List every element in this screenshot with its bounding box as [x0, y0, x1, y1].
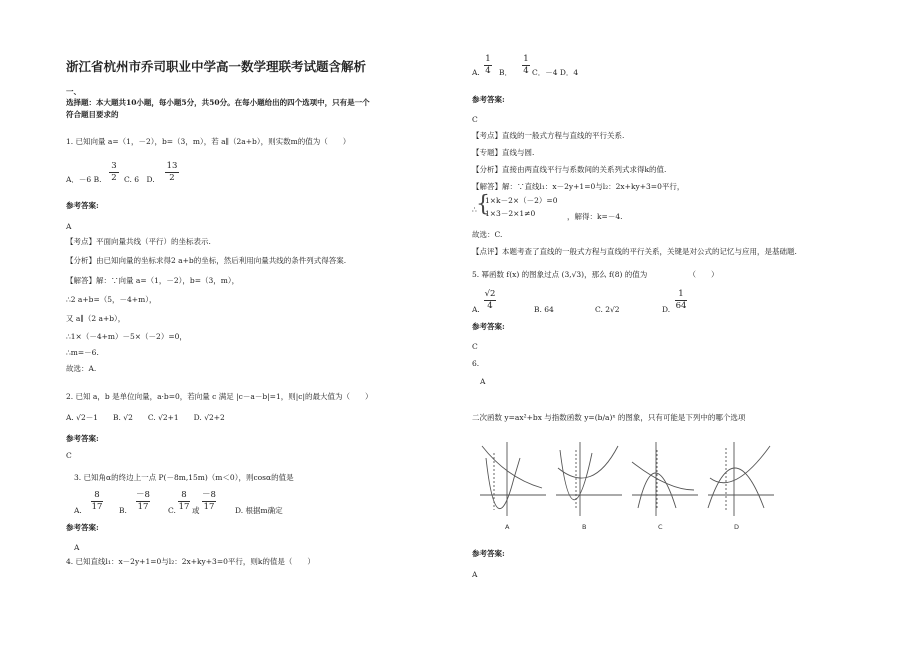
q1-solution-5: ∴m=－6. — [66, 348, 99, 357]
graph-c — [632, 442, 698, 516]
q4-topic: 【考点】直线的一般式方程与直线的平行关系. — [472, 131, 625, 140]
graph-label-b: B — [582, 523, 587, 530]
question-5: 5. 幂函数 f(x) 的图象过点 (3,√3)，那么 f(8) 的值为 （ ） — [472, 270, 719, 279]
graph-label-a: A — [505, 523, 510, 530]
q1-answer: A — [66, 222, 72, 231]
q3-option-a: A. — [74, 506, 82, 515]
q6-question-text: 二次函数 y=ax²+bx 与指数函数 y=(b/a)ˣ 的图象，只有可能是下列中的哪个选项 — [472, 413, 746, 422]
q5-option-c: C. 2√2 — [595, 305, 620, 314]
q3-option-c: C. — [168, 506, 176, 515]
page-title: 浙江省杭州市乔司职业中学高一数学理联考试题含解析 — [66, 59, 367, 74]
answer-label-5: 参考答案: — [472, 322, 505, 331]
q1-options-a: A．－6 B. — [66, 175, 102, 184]
q4-subject: 【专题】直线与圆. — [472, 148, 535, 157]
q1-options-c: C. 6 D. — [124, 175, 155, 184]
q4-comment: 【点评】本题考查了直线的一般式方程与直线的平行关系，关键是对公式的记忆与应用，是基础题. — [472, 247, 797, 256]
answer-label-4: 参考答案: — [472, 95, 505, 104]
graph-c-exponential — [632, 462, 694, 490]
q4-answer: C — [472, 115, 478, 124]
q3-fraction-c: 8 17 — [178, 490, 190, 512]
q4-analysis: 【分析】直接由两直线平行与系数间的关系列式求得k的值. — [472, 165, 667, 174]
q4-solution-choose: 故选：C. — [472, 230, 503, 239]
q1-solution-1: 【解答】解：∵向量 a=（1，－2），b=（3，m）， — [66, 276, 240, 285]
q2-options: A. √2－1 B. √2 C. √2+1 D. √2+2 — [66, 413, 225, 422]
question-2: 2. 已知 a，b 是单位向量，a·b=0，若向量 c 满足 |c－a－b|=1，则|c|的最大值为（ ） — [66, 392, 373, 401]
q3-option-d: D. 根据m确定 — [235, 506, 283, 515]
q4-system-eq1: 1×k－2×（－2）=0 — [485, 196, 558, 205]
q4-fraction-a: 1 4 — [485, 54, 491, 76]
q5-answer: C — [472, 342, 478, 351]
q4-option-cd: C．－4 D．4 — [532, 68, 579, 77]
graph-b-exponential — [558, 446, 618, 478]
q3-fraction-b: －8 17 — [136, 490, 150, 512]
q1-fraction-b: 3 2 — [109, 162, 119, 183]
system-brace: { — [476, 192, 490, 217]
q1-fraction-d: 13 2 — [166, 161, 178, 183]
graph-a — [480, 442, 546, 516]
section-number: 一、 — [66, 87, 81, 96]
graph-label-c: C — [658, 523, 663, 530]
answer-label-6: 参考答案: — [472, 549, 505, 558]
q3-answer: A — [74, 543, 80, 552]
q4-option-b: B． — [499, 68, 513, 77]
graph-b — [556, 442, 622, 516]
question-1: 1. 已知向量 a=（1，－2），b=（3，m），若 a∥（2a+b），则实数m的值为（ ） — [66, 137, 351, 146]
q4-option-a: A. — [472, 68, 480, 77]
answer-label-3: 参考答案: — [66, 523, 99, 532]
q5-option-a: A. — [472, 305, 480, 314]
q1-solution-6: 故选：A. — [66, 364, 97, 373]
q3-option-b: B. — [119, 506, 127, 515]
graph-d-parabola — [708, 468, 764, 508]
q1-topic: 【考点】平面向量共线（平行）的坐标表示. — [66, 237, 211, 246]
graph-a-exponential — [482, 446, 542, 488]
graph-d-exponential — [710, 446, 770, 483]
section-desc-line1: 选择题：本大题共10小题，每小题5分，共50分。在每小题给出的四个选项中，只有是一个 — [66, 98, 370, 107]
q6-answer: A — [472, 570, 478, 579]
q5-fraction-d: 1 64 — [675, 289, 687, 311]
q6-top-letter: A — [480, 377, 486, 386]
question-6: 6. — [472, 359, 480, 368]
section-desc-line2: 符合题目要求的 — [66, 110, 119, 119]
q1-solution-2: ∴2 a+b=（5，－4+m）， — [66, 295, 157, 304]
q2-answer: C — [66, 451, 72, 460]
question-3: 3. 已知角α的终边上一点 P(－8m,15m)（m＜0），则cosα的值是 — [74, 473, 294, 482]
q4-system-eq2: 1×3－2×1≠0 — [485, 209, 536, 218]
answer-label-1: 参考答案: — [66, 201, 99, 210]
q4-solution-result: ，解得：k=－4. — [567, 212, 623, 221]
question-4: 4. 已知直线l₁：x－2y+1=0与l₂：2x+ky+3=0平行，则k的值是（ ） — [66, 557, 315, 566]
q1-solution-4: ∴1×（－4+m）－5×（－2）=0， — [66, 332, 187, 341]
graph-a-parabola — [486, 458, 520, 509]
answer-label-2: 参考答案: — [66, 434, 99, 443]
q1-analysis: 【分析】由已知向量的坐标求得2 a+b的坐标，然后利用向量共线的条件列式得答案. — [66, 256, 347, 265]
q4-solution-1: 【解答】解：∵直线l₁：x－2y+1=0与l₂：2x+ky+3=0平行， — [472, 182, 685, 191]
q5-option-b: B. 64 — [534, 305, 554, 314]
q3-fraction-c2: －8 17 — [202, 490, 216, 512]
q6-graphs-figure — [476, 438, 776, 530]
graph-d — [708, 442, 774, 516]
q4-solution-therefore: ∴ — [472, 205, 477, 214]
q5-fraction-a: √2 4 — [484, 289, 496, 311]
q3-option-c-or: 或 — [192, 506, 200, 515]
q3-fraction-a: 8 17 — [91, 490, 103, 512]
graph-label-d: D — [734, 523, 740, 530]
q5-option-d: D. — [662, 305, 671, 314]
q4-fraction-b: 1 4 — [523, 54, 529, 76]
q1-solution-3: 又 a∥（2 a+b）， — [66, 314, 126, 323]
